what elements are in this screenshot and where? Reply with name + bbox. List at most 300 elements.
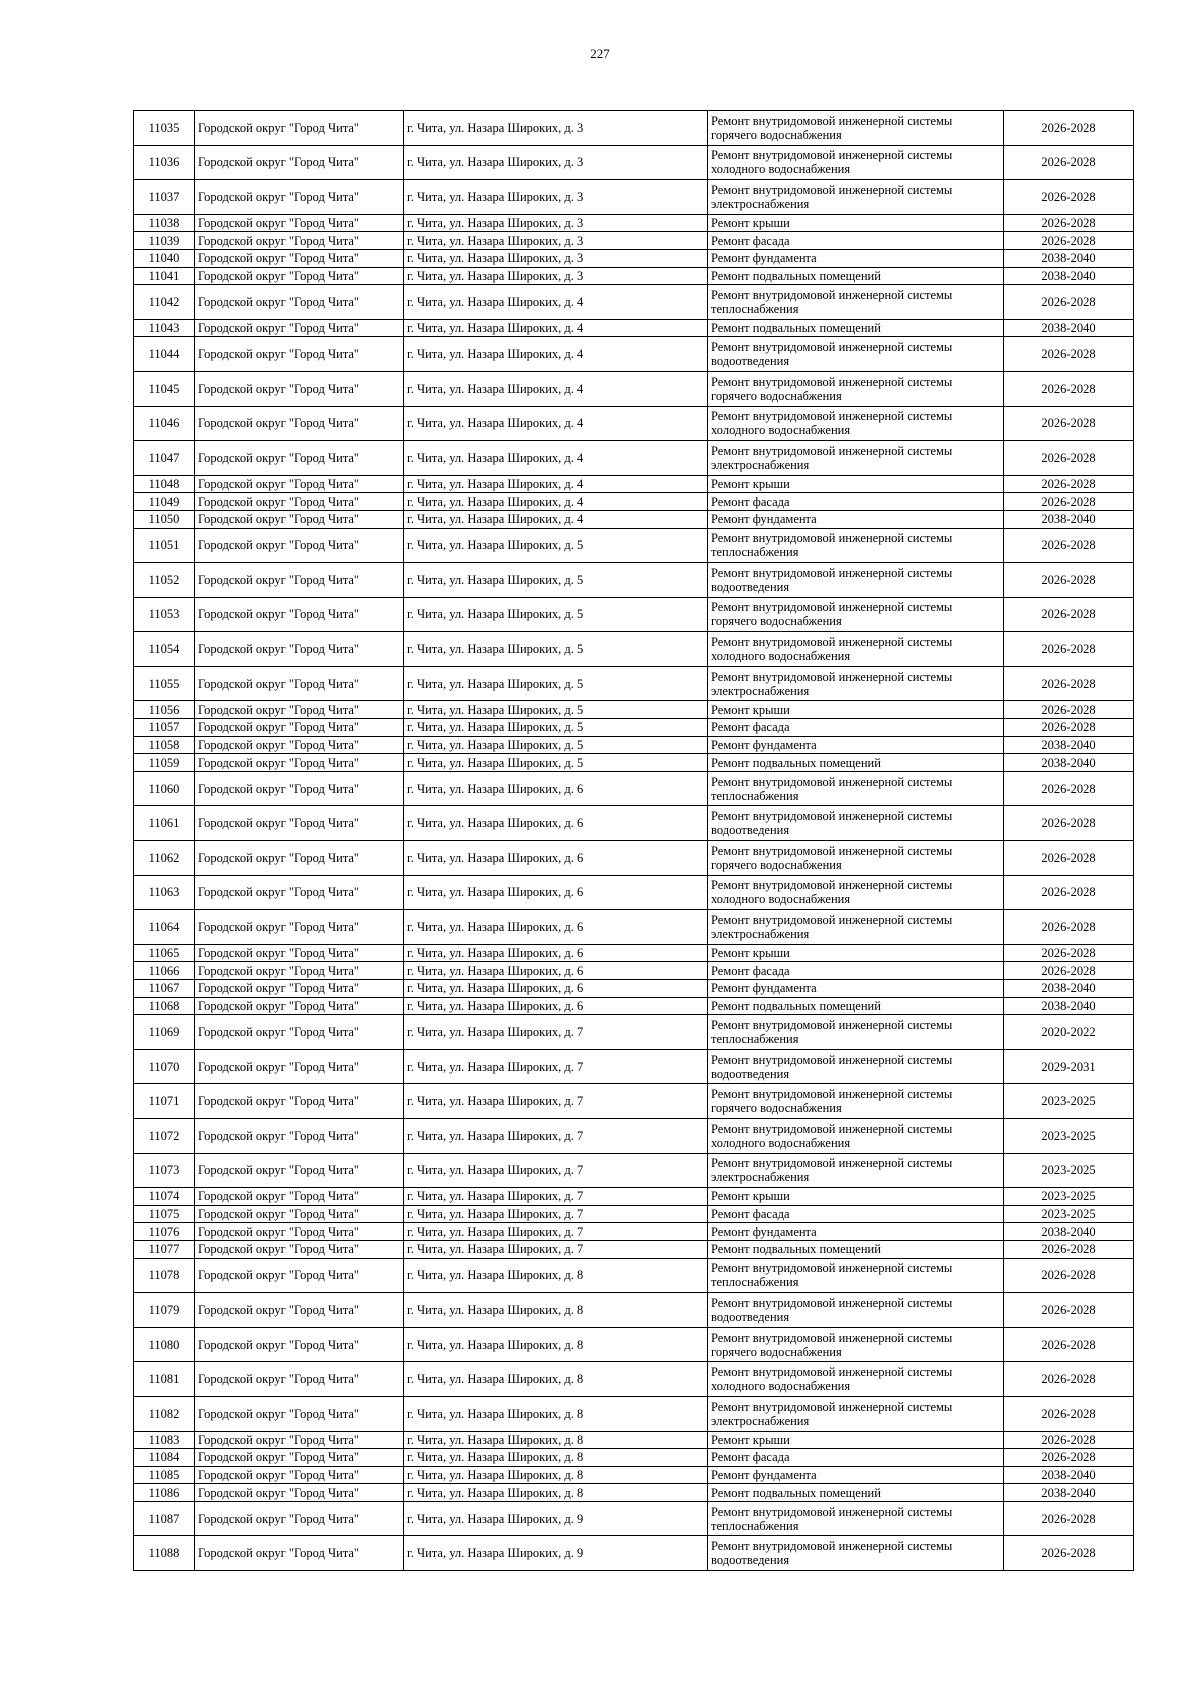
record-number-cell: 11052 [134, 563, 195, 598]
record-number-cell: 11045 [134, 371, 195, 406]
municipality-cell: Городской округ "Город Чита" [195, 1049, 404, 1084]
record-number-cell: 11044 [134, 337, 195, 372]
period-cell: 2026-2028 [1004, 632, 1134, 667]
page-number: 227 [590, 46, 610, 61]
period-cell: 2026-2028 [1004, 232, 1134, 250]
municipality-cell: Городской округ "Город Чита" [195, 1536, 404, 1571]
record-number-cell: 11082 [134, 1396, 195, 1431]
address-cell: г. Чита, ул. Назара Широких, д. 4 [404, 510, 708, 528]
work-type-cell: Ремонт крыши [708, 701, 1004, 719]
table-row [134, 406, 1134, 441]
table-row [134, 754, 1134, 772]
municipality-cell: Городской округ "Город Чита" [195, 528, 404, 563]
period-cell: 2038-2040 [1004, 980, 1134, 998]
record-number-cell: 11073 [134, 1153, 195, 1188]
address-cell: г. Чита, ул. Назара Широких, д. 5 [404, 736, 708, 754]
address-cell: г. Чита, ул. Назара Широких, д. 6 [404, 841, 708, 876]
table-row [134, 1396, 1134, 1431]
work-type-cell: Ремонт внутридомовой инженерной системы электроснабжения [708, 910, 1004, 945]
period-cell: 2026-2028 [1004, 1396, 1134, 1431]
work-type-cell: Ремонт внутридомовой инженерной системы холодного водоснабжения [708, 145, 1004, 180]
period-cell: 2026-2028 [1004, 214, 1134, 232]
period-cell: 2026-2028 [1004, 944, 1134, 962]
record-number-cell: 11081 [134, 1362, 195, 1397]
address-cell: г. Чита, ул. Назара Широких, д. 7 [404, 1240, 708, 1258]
table-row [134, 875, 1134, 910]
record-number-cell: 11040 [134, 249, 195, 267]
record-number-cell: 11084 [134, 1449, 195, 1467]
period-cell: 2026-2028 [1004, 806, 1134, 841]
work-type-cell: Ремонт внутридомовой инженерной системы теплоснабжения [708, 285, 1004, 320]
record-number-cell: 11037 [134, 180, 195, 215]
address-cell: г. Чита, ул. Назара Широких, д. 5 [404, 597, 708, 632]
table-row [134, 1484, 1134, 1502]
record-number-cell: 11043 [134, 319, 195, 337]
period-cell: 2023-2025 [1004, 1153, 1134, 1188]
address-cell: г. Чита, ул. Назара Широких, д. 4 [404, 475, 708, 493]
period-cell: 2026-2028 [1004, 180, 1134, 215]
table-row [134, 1188, 1134, 1206]
municipality-cell: Городской округ "Город Чита" [195, 493, 404, 511]
table-row [134, 493, 1134, 511]
period-cell: 2038-2040 [1004, 1223, 1134, 1241]
period-cell: 2026-2028 [1004, 1501, 1134, 1536]
municipality-cell: Городской округ "Город Чита" [195, 1501, 404, 1536]
period-cell: 2038-2040 [1004, 1484, 1134, 1502]
record-number-cell: 11053 [134, 597, 195, 632]
table-row [134, 319, 1134, 337]
table-row [134, 666, 1134, 701]
address-cell: г. Чита, ул. Назара Широких, д. 5 [404, 754, 708, 772]
table-row [134, 980, 1134, 998]
work-type-cell: Ремонт внутридомовой инженерной системы электроснабжения [708, 180, 1004, 215]
period-cell: 2038-2040 [1004, 997, 1134, 1015]
work-type-cell: Ремонт внутридомовой инженерной системы горячего водоснабжения [708, 1327, 1004, 1362]
table-row [134, 1258, 1134, 1293]
address-cell: г. Чита, ул. Назара Широких, д. 5 [404, 719, 708, 737]
record-number-cell: 11036 [134, 145, 195, 180]
work-type-cell: Ремонт внутридомовой инженерной системы теплоснабжения [708, 771, 1004, 806]
table-row [134, 528, 1134, 563]
address-cell: г. Чита, ул. Назара Широких, д. 4 [404, 371, 708, 406]
record-number-cell: 11072 [134, 1118, 195, 1153]
municipality-cell: Городской округ "Город Чита" [195, 1240, 404, 1258]
municipality-cell: Городской округ "Город Чита" [195, 632, 404, 667]
period-cell: 2026-2028 [1004, 528, 1134, 563]
work-type-cell: Ремонт внутридомовой инженерной системы холодного водоснабжения [708, 632, 1004, 667]
period-cell: 2038-2040 [1004, 249, 1134, 267]
municipality-cell: Городской округ "Город Чита" [195, 249, 404, 267]
work-type-cell: Ремонт внутридомовой инженерной системы электроснабжения [708, 1153, 1004, 1188]
municipality-cell: Городской округ "Город Чита" [195, 701, 404, 719]
work-type-cell: Ремонт внутридомовой инженерной системы электроснабжения [708, 666, 1004, 701]
record-number-cell: 11075 [134, 1205, 195, 1223]
table-row [134, 1153, 1134, 1188]
work-type-cell: Ремонт подвальных помещений [708, 1240, 1004, 1258]
address-cell: г. Чита, ул. Назара Широких, д. 7 [404, 1205, 708, 1223]
record-number-cell: 11069 [134, 1015, 195, 1050]
record-number-cell: 11064 [134, 910, 195, 945]
table-row [134, 111, 1134, 146]
table-row [134, 771, 1134, 806]
record-number-cell: 11065 [134, 944, 195, 962]
address-cell: г. Чита, ул. Назара Широких, д. 7 [404, 1015, 708, 1050]
table-row [134, 1327, 1134, 1362]
work-type-cell: Ремонт фасада [708, 962, 1004, 980]
record-number-cell: 11085 [134, 1466, 195, 1484]
address-cell: г. Чита, ул. Назара Широких, д. 5 [404, 563, 708, 598]
period-cell: 2026-2028 [1004, 371, 1134, 406]
work-type-cell: Ремонт фасада [708, 1205, 1004, 1223]
municipality-cell: Городской округ "Город Чита" [195, 1188, 404, 1206]
period-cell: 2023-2025 [1004, 1188, 1134, 1206]
address-cell: г. Чита, ул. Назара Широких, д. 4 [404, 406, 708, 441]
table-row [134, 510, 1134, 528]
table-row [134, 267, 1134, 285]
period-cell: 2038-2040 [1004, 754, 1134, 772]
record-number-cell: 11046 [134, 406, 195, 441]
record-number-cell: 11039 [134, 232, 195, 250]
municipality-cell: Городской округ "Город Чита" [195, 719, 404, 737]
municipality-cell: Городской округ "Город Чита" [195, 145, 404, 180]
address-cell: г. Чита, ул. Назара Широких, д. 8 [404, 1327, 708, 1362]
address-cell: г. Чита, ул. Назара Широких, д. 8 [404, 1258, 708, 1293]
address-cell: г. Чита, ул. Назара Широких, д. 6 [404, 997, 708, 1015]
record-number-cell: 11074 [134, 1188, 195, 1206]
work-type-cell: Ремонт подвальных помещений [708, 997, 1004, 1015]
municipality-cell: Городской округ "Город Чита" [195, 1327, 404, 1362]
work-type-cell: Ремонт внутридомовой инженерной системы холодного водоснабжения [708, 875, 1004, 910]
table-row [134, 701, 1134, 719]
address-cell: г. Чита, ул. Назара Широких, д. 6 [404, 910, 708, 945]
municipality-cell: Городской округ "Город Чита" [195, 1466, 404, 1484]
work-type-cell: Ремонт фасада [708, 719, 1004, 737]
record-number-cell: 11078 [134, 1258, 195, 1293]
record-number-cell: 11087 [134, 1501, 195, 1536]
table-row [134, 1362, 1134, 1397]
record-number-cell: 11079 [134, 1293, 195, 1328]
record-number-cell: 11071 [134, 1084, 195, 1119]
period-cell: 2026-2028 [1004, 1293, 1134, 1328]
work-type-cell: Ремонт внутридомовой инженерной системы холодного водоснабжения [708, 1362, 1004, 1397]
work-type-cell: Ремонт фасада [708, 493, 1004, 511]
period-cell: 2026-2028 [1004, 771, 1134, 806]
record-number-cell: 11051 [134, 528, 195, 563]
record-number-cell: 11055 [134, 666, 195, 701]
address-cell: г. Чита, ул. Назара Широких, д. 3 [404, 249, 708, 267]
address-cell: г. Чита, ул. Назара Широких, д. 8 [404, 1396, 708, 1431]
municipality-cell: Городской округ "Город Чита" [195, 1205, 404, 1223]
municipality-cell: Городской округ "Город Чита" [195, 406, 404, 441]
work-type-cell: Ремонт подвальных помещений [708, 267, 1004, 285]
period-cell: 2023-2025 [1004, 1205, 1134, 1223]
period-cell: 2026-2028 [1004, 719, 1134, 737]
table-row [134, 1205, 1134, 1223]
address-cell: г. Чита, ул. Назара Широких, д. 6 [404, 980, 708, 998]
record-number-cell: 11054 [134, 632, 195, 667]
record-number-cell: 11083 [134, 1431, 195, 1449]
municipality-cell: Городской округ "Город Чита" [195, 806, 404, 841]
period-cell: 2026-2028 [1004, 1536, 1134, 1571]
record-number-cell: 11076 [134, 1223, 195, 1241]
municipality-cell: Городской округ "Город Чита" [195, 754, 404, 772]
work-type-cell: Ремонт крыши [708, 475, 1004, 493]
record-number-cell: 11070 [134, 1049, 195, 1084]
work-type-cell: Ремонт внутридомовой инженерной системы водоотведения [708, 563, 1004, 598]
work-type-cell: Ремонт внутридомовой инженерной системы электроснабжения [708, 441, 1004, 476]
address-cell: г. Чита, ул. Назара Широких, д. 8 [404, 1362, 708, 1397]
work-type-cell: Ремонт фасада [708, 1449, 1004, 1467]
municipality-cell: Городской округ "Город Чита" [195, 910, 404, 945]
table-row [134, 1223, 1134, 1241]
municipality-cell: Городской округ "Город Чита" [195, 997, 404, 1015]
work-type-cell: Ремонт внутридомовой инженерной системы горячего водоснабжения [708, 597, 1004, 632]
table-row [134, 563, 1134, 598]
work-type-cell: Ремонт внутридомовой инженерной системы горячего водоснабжения [708, 841, 1004, 876]
period-cell: 2026-2028 [1004, 493, 1134, 511]
table-row [134, 944, 1134, 962]
work-type-cell: Ремонт внутридомовой инженерной системы электроснабжения [708, 1396, 1004, 1431]
table-row [134, 1449, 1134, 1467]
period-cell: 2038-2040 [1004, 736, 1134, 754]
table-row [134, 632, 1134, 667]
work-type-cell: Ремонт фундамента [708, 249, 1004, 267]
table-row [134, 1240, 1134, 1258]
record-number-cell: 11068 [134, 997, 195, 1015]
record-number-cell: 11056 [134, 701, 195, 719]
address-cell: г. Чита, ул. Назара Широких, д. 6 [404, 875, 708, 910]
table-row [134, 597, 1134, 632]
table-row [134, 214, 1134, 232]
municipality-cell: Городской округ "Город Чита" [195, 285, 404, 320]
period-cell: 2026-2028 [1004, 666, 1134, 701]
address-cell: г. Чита, ул. Назара Широких, д. 4 [404, 285, 708, 320]
period-cell: 2026-2028 [1004, 910, 1134, 945]
period-cell: 2038-2040 [1004, 319, 1134, 337]
municipality-cell: Городской округ "Город Чита" [195, 841, 404, 876]
work-type-cell: Ремонт внутридомовой инженерной системы горячего водоснабжения [708, 111, 1004, 146]
repair-schedule-table [133, 110, 1134, 1571]
period-cell: 2026-2028 [1004, 475, 1134, 493]
table-row [134, 475, 1134, 493]
address-cell: г. Чита, ул. Назара Широких, д. 3 [404, 111, 708, 146]
table-row [134, 1118, 1134, 1153]
table-row [134, 806, 1134, 841]
table-row [134, 337, 1134, 372]
table-row [134, 997, 1134, 1015]
record-number-cell: 11057 [134, 719, 195, 737]
address-cell: г. Чита, ул. Назара Широких, д. 7 [404, 1118, 708, 1153]
address-cell: г. Чита, ул. Назара Широких, д. 3 [404, 267, 708, 285]
work-type-cell: Ремонт внутридомовой инженерной системы водоотведения [708, 337, 1004, 372]
work-type-cell: Ремонт внутридомовой инженерной системы водоотведения [708, 1049, 1004, 1084]
work-type-cell: Ремонт фундамента [708, 980, 1004, 998]
work-type-cell: Ремонт крыши [708, 944, 1004, 962]
period-cell: 2026-2028 [1004, 285, 1134, 320]
period-cell: 2026-2028 [1004, 962, 1134, 980]
record-number-cell: 11038 [134, 214, 195, 232]
record-number-cell: 11048 [134, 475, 195, 493]
table-row [134, 1431, 1134, 1449]
work-type-cell: Ремонт крыши [708, 1431, 1004, 1449]
period-cell: 2026-2028 [1004, 111, 1134, 146]
work-type-cell: Ремонт внутридомовой инженерной системы теплоснабжения [708, 528, 1004, 563]
period-cell: 2026-2028 [1004, 563, 1134, 598]
municipality-cell: Городской округ "Город Чита" [195, 1153, 404, 1188]
municipality-cell: Городской округ "Город Чита" [195, 475, 404, 493]
period-cell: 2023-2025 [1004, 1118, 1134, 1153]
record-number-cell: 11062 [134, 841, 195, 876]
table-body [134, 111, 1134, 1571]
address-cell: г. Чита, ул. Назара Широких, д. 7 [404, 1153, 708, 1188]
address-cell: г. Чита, ул. Назара Широких, д. 7 [404, 1084, 708, 1119]
municipality-cell: Городской округ "Город Чита" [195, 563, 404, 598]
address-cell: г. Чита, ул. Назара Широких, д. 5 [404, 701, 708, 719]
address-cell: г. Чита, ул. Назара Широких, д. 8 [404, 1431, 708, 1449]
address-cell: г. Чита, ул. Назара Широких, д. 3 [404, 232, 708, 250]
address-cell: г. Чита, ул. Назара Широких, д. 8 [404, 1293, 708, 1328]
address-cell: г. Чита, ул. Назара Широких, д. 5 [404, 632, 708, 667]
municipality-cell: Городской округ "Город Чита" [195, 1449, 404, 1467]
record-number-cell: 11035 [134, 111, 195, 146]
address-cell: г. Чита, ул. Назара Широких, д. 4 [404, 319, 708, 337]
period-cell: 2023-2025 [1004, 1084, 1134, 1119]
work-type-cell: Ремонт фасада [708, 232, 1004, 250]
period-cell: 2026-2028 [1004, 701, 1134, 719]
municipality-cell: Городской округ "Город Чита" [195, 371, 404, 406]
work-type-cell: Ремонт фундамента [708, 510, 1004, 528]
address-cell: г. Чита, ул. Назара Широких, д. 7 [404, 1049, 708, 1084]
period-cell: 2020-2022 [1004, 1015, 1134, 1050]
work-type-cell: Ремонт внутридомовой инженерной системы теплоснабжения [708, 1501, 1004, 1536]
record-number-cell: 11041 [134, 267, 195, 285]
address-cell: г. Чита, ул. Назара Широких, д. 8 [404, 1449, 708, 1467]
work-type-cell: Ремонт внутридомовой инженерной системы теплоснабжения [708, 1015, 1004, 1050]
address-cell: г. Чита, ул. Назара Широких, д. 5 [404, 666, 708, 701]
work-type-cell: Ремонт внутридомовой инженерной системы горячего водоснабжения [708, 371, 1004, 406]
address-cell: г. Чита, ул. Назара Широких, д. 7 [404, 1188, 708, 1206]
work-type-cell: Ремонт внутридомовой инженерной системы водоотведения [708, 1293, 1004, 1328]
work-type-cell: Ремонт подвальных помещений [708, 1484, 1004, 1502]
municipality-cell: Городской округ "Город Чита" [195, 337, 404, 372]
work-type-cell: Ремонт внутридомовой инженерной системы холодного водоснабжения [708, 1118, 1004, 1153]
table-row [134, 249, 1134, 267]
work-type-cell: Ремонт внутридомовой инженерной системы горячего водоснабжения [708, 1084, 1004, 1119]
table-row [134, 145, 1134, 180]
address-cell: г. Чита, ул. Назара Широких, д. 8 [404, 1466, 708, 1484]
work-type-cell: Ремонт фундамента [708, 736, 1004, 754]
table-row [134, 1015, 1134, 1050]
municipality-cell: Городской округ "Город Чита" [195, 1223, 404, 1241]
address-cell: г. Чита, ул. Назара Широких, д. 5 [404, 528, 708, 563]
municipality-cell: Городской округ "Город Чита" [195, 1084, 404, 1119]
municipality-cell: Городской округ "Город Чита" [195, 510, 404, 528]
address-cell: г. Чита, ул. Назара Широких, д. 9 [404, 1536, 708, 1571]
period-cell: 2026-2028 [1004, 337, 1134, 372]
record-number-cell: 11060 [134, 771, 195, 806]
period-cell: 2026-2028 [1004, 1327, 1134, 1362]
period-cell: 2026-2028 [1004, 1431, 1134, 1449]
work-type-cell: Ремонт крыши [708, 1188, 1004, 1206]
table-row [134, 1084, 1134, 1119]
address-cell: г. Чита, ул. Назара Широких, д. 4 [404, 337, 708, 372]
municipality-cell: Городской округ "Город Чита" [195, 232, 404, 250]
work-type-cell: Ремонт подвальных помещений [708, 319, 1004, 337]
table-row [134, 736, 1134, 754]
address-cell: г. Чита, ул. Назара Широких, д. 6 [404, 962, 708, 980]
record-number-cell: 11061 [134, 806, 195, 841]
work-type-cell: Ремонт внутридомовой инженерной системы водоотведения [708, 806, 1004, 841]
period-cell: 2038-2040 [1004, 267, 1134, 285]
municipality-cell: Городской округ "Город Чита" [195, 944, 404, 962]
record-number-cell: 11063 [134, 875, 195, 910]
address-cell: г. Чита, ул. Назара Широких, д. 6 [404, 771, 708, 806]
record-number-cell: 11059 [134, 754, 195, 772]
record-number-cell: 11067 [134, 980, 195, 998]
period-cell: 2026-2028 [1004, 597, 1134, 632]
municipality-cell: Городской округ "Город Чита" [195, 214, 404, 232]
period-cell: 2026-2028 [1004, 406, 1134, 441]
municipality-cell: Городской округ "Город Чита" [195, 180, 404, 215]
period-cell: 2038-2040 [1004, 510, 1134, 528]
record-number-cell: 11042 [134, 285, 195, 320]
work-type-cell: Ремонт крыши [708, 214, 1004, 232]
table-row [134, 1501, 1134, 1536]
address-cell: г. Чита, ул. Назара Широких, д. 3 [404, 214, 708, 232]
address-cell: г. Чита, ул. Назара Широких, д. 4 [404, 493, 708, 511]
table-row [134, 962, 1134, 980]
record-number-cell: 11066 [134, 962, 195, 980]
work-type-cell: Ремонт фундамента [708, 1223, 1004, 1241]
municipality-cell: Городской округ "Город Чита" [195, 1431, 404, 1449]
table-row [134, 371, 1134, 406]
table-row [134, 180, 1134, 215]
municipality-cell: Городской округ "Город Чита" [195, 1258, 404, 1293]
address-cell: г. Чита, ул. Назара Широких, д. 3 [404, 145, 708, 180]
record-number-cell: 11049 [134, 493, 195, 511]
period-cell: 2026-2028 [1004, 145, 1134, 180]
municipality-cell: Городской округ "Город Чита" [195, 1293, 404, 1328]
municipality-cell: Городской округ "Город Чита" [195, 1362, 404, 1397]
table-row [134, 719, 1134, 737]
period-cell: 2029-2031 [1004, 1049, 1134, 1084]
municipality-cell: Городской округ "Город Чита" [195, 666, 404, 701]
table-row [134, 841, 1134, 876]
address-cell: г. Чита, ул. Назара Широких, д. 6 [404, 944, 708, 962]
work-type-cell: Ремонт фундамента [708, 1466, 1004, 1484]
municipality-cell: Городской округ "Город Чита" [195, 267, 404, 285]
municipality-cell: Городской округ "Город Чита" [195, 875, 404, 910]
period-cell: 2026-2028 [1004, 841, 1134, 876]
address-cell: г. Чита, ул. Назара Широких, д. 8 [404, 1484, 708, 1502]
work-type-cell: Ремонт внутридомовой инженерной системы холодного водоснабжения [708, 406, 1004, 441]
address-cell: г. Чита, ул. Назара Широких, д. 9 [404, 1501, 708, 1536]
work-type-cell: Ремонт внутридомовой инженерной системы водоотведения [708, 1536, 1004, 1571]
municipality-cell: Городской округ "Город Чита" [195, 1396, 404, 1431]
period-cell: 2026-2028 [1004, 1449, 1134, 1467]
municipality-cell: Городской округ "Город Чита" [195, 962, 404, 980]
record-number-cell: 11058 [134, 736, 195, 754]
municipality-cell: Городской округ "Город Чита" [195, 980, 404, 998]
period-cell: 2026-2028 [1004, 1362, 1134, 1397]
municipality-cell: Городской округ "Город Чита" [195, 319, 404, 337]
municipality-cell: Городской округ "Город Чита" [195, 771, 404, 806]
table-row [134, 1466, 1134, 1484]
table-row [134, 285, 1134, 320]
record-number-cell: 11050 [134, 510, 195, 528]
table-row [134, 910, 1134, 945]
record-number-cell: 11086 [134, 1484, 195, 1502]
